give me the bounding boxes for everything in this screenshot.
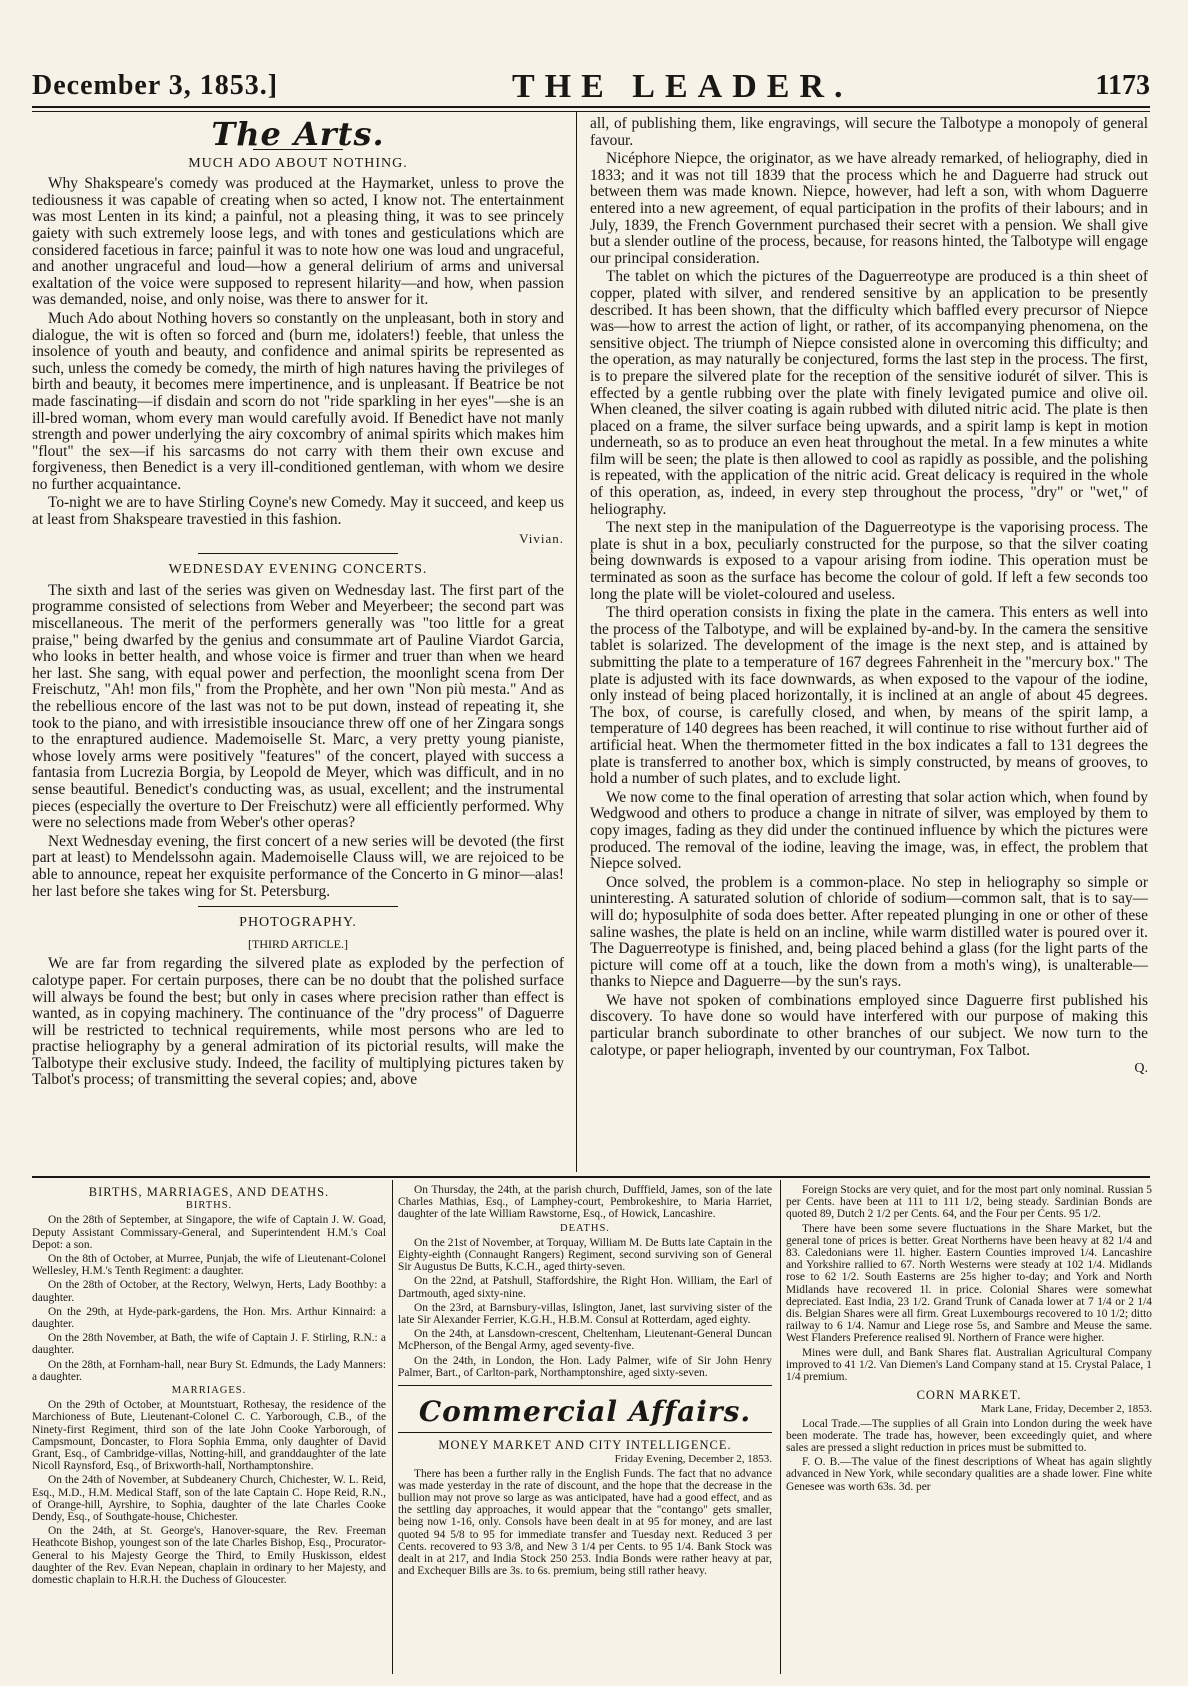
header-rule — [32, 106, 1150, 112]
arts-column-right — [590, 116, 1148, 1170]
column-rule — [392, 1180, 393, 1674]
paragraph: The third operation consists in fixing the plate in the camera. This enters as well into the process of the Talbotype, and will be explained by-and-by. In the camera the sensitive tablet is solarized. The development of the image is the next step, and is attained by submitting the plate to a temperature of 167 degrees Fahrenheit in the "mercury box." The plate is adjusted with its face downwards, as when exposed to the vapour of the iodine, only instead of being placed horizontally, it is inclined at an angle of about 45 degrees. The box, of course, is carefully closed, and when, by means of the spirit lamp, a temperature of 140 degrees has been reached, it will continue to rise without further aid of artificial heat. When the thermometer fitted in the box indicates a fall to 131 degrees the plate is transferred to another box, which is simply constructed, by means of grooves, to hold a number of such plates, and to exclude light. — [590, 604, 1148, 788]
paragraph: all, of publishing them, like engravings, will secure the Talbotype a monopoly of general favour. — [590, 116, 1148, 149]
notice: On the 23rd, at Barnsbury-villas, Islington, Janet, last surviving sister of the late Sir Alexander Ferrier, K.G.H., H.B.M. Consul at Rotterdam, aged eighty. — [398, 1301, 772, 1327]
arts-masthead: The Arts. — [211, 116, 385, 153]
notice: On the 29th, at Hyde-park-gardens, the Hon. Mrs. Arthur Kinnaird: a daughter. — [32, 1305, 386, 1331]
section-title: PHOTOGRAPHY. — [239, 915, 357, 931]
notice: On the 28th of September, at Singapore, the wife of Captain J. W. Goad, Deputy Assistant Commissary-General, and Superintendent H.M.'s Coal Depot: a son. — [32, 1214, 386, 1251]
divider — [198, 553, 398, 554]
dateline: Mark Lane, Friday, December 2, 1853. — [980, 1403, 1152, 1416]
arts-column-left — [32, 116, 564, 1170]
article-body — [32, 583, 564, 900]
section-title: CORN MARKET. — [916, 1388, 1022, 1403]
article-body — [32, 956, 564, 1089]
paragraph: To-night we are to have Stirling Coyne's new Comedy. May it succeed, and keep us at least from Shakspeare travestied in this fashion. — [32, 494, 564, 529]
section-rule — [32, 1176, 1150, 1178]
paragraph: The sixth and last of the series was given on Wednesday last. The first part of the programme consisted of selections from Weber and Meyerbeer; the second part was miscellaneous. The merit of the performers generally was "too little for a great praise," being dwarfed by the genius and consummate art of Pauline Viardot Garcia, who looks in better health, and whose voice is firmer and truer than when we heard her last. She sang, with equal power and perfection, the moonlight scena from Der Freischutz, "Ah! mon fils," from the Prophète, and her own "Non più mesta." And as the rebellious encore of the last was not to be put down, instead of repeating it, she took to the piano, and with irresistible insouciance threw off one of her Zingara songs to the enraptured audience. Mademoiselle St. Marc, a very pretty young pianiste, whose lovely arms were positively "features" of the concert, played with success a fantasia from Lucrezia Borgia, by Leopold de Meyer, which was difficult, and in no sense beautiful. Benedict's conducting was, as usual, excellent; and the instrumental pieces (especially the overture to Der Freischutz) were all efficiently performed. Why were no selections made from Weber's other operas? — [32, 581, 564, 832]
section-subtitle: [THIRD ARTICLE.] — [248, 936, 348, 951]
paragraph: Mines were dull, and Bank Shares flat. Australian Agricultural Company improved to 41 1/2. Van Diemen's Land Company stand at 15. Crystal Palace, 1 1/4 premium. — [786, 1346, 1152, 1384]
notice: On the 29th of October, at Mountstuart, Rothesay, the residence of the Marchioness of Bute, Lieutenant-Colonel C. C. Yarborough, C.B., of the Ninety-first Regiment, third son of the late John Cooke Yarborough, of Campsmount, Doncaster, to Flora Sophia Emma, only daughter of David Grant, Esq., of Cambridge-villas, Notting-hill, and granddaughter of the late Nicoll Raynsford, Esq., of Brixworth-hall, Northamptonshire. — [32, 1399, 386, 1473]
marriages-label: MARRIAGES. — [171, 1385, 247, 1397]
births-marriages-deaths-column — [32, 1184, 386, 1674]
paragraph: We have not spoken of combinations employed since Daguerre first published his discovery. To have done so would have interfered with our purpose of making this particular branch subordinate to other branches of our subject. We now turn to the calotype, or paper heliograph, invented by our countryman, Fox Talbot. — [590, 991, 1148, 1059]
publication-title: THE LEADER. — [512, 68, 853, 105]
notice: On the 8th of October, at Murree, Punjab, the wife of Lieutenant-Colonel Wellesley, H.M.'s Tenth Regiment: a daughter. — [32, 1253, 386, 1278]
issue-date: December 3, 1853.] — [32, 70, 279, 101]
column-rule — [576, 112, 577, 1172]
paragraph: Why Shakspeare's comedy was produced at the Haymarket, unless to prove the tediousness it was capable of creating when so acted, I know not. The entertainment was most Lenten in its kind; a painful, not a pleasing thing, it was to see princely gaiety with such extremely loose legs, and with tones and gesticulations which are considered facetious in farce; painful it was to note how one was loud and ungraceful, and another ungraceful and loud—how a general delirium of arms and universal exaltation of the voice were supposed to represent hilarity—and how, when passion was demanded, noise, and only noise, was there to answer for it. — [32, 175, 564, 309]
paragraph: Much Ado about Nothing hovers so constantly on the unpleasant, both in story and dialogue, the wit is often so forced and (burn me, idolaters!) feeble, that unless the insolence of youth and beauty, and confidence and animal spirits be represented as such, unless the comedy be comedy, the mirth of high natures having the privileges of birth and beauty, it becomes mere impertinence, and is unpleasant. If Beatrice be not made fascinating—if disdain and scorn do not "ride sparkling in her eyes"—she is an ill-bred woman, whom every man would carefully avoid. If Benedict have not manly strength and power underlying the airy coxcombry of animal spirits which makes him "flout" the sex—if his sarcasms do not carry with them their own excuse and forgiveness, then Benedict is a very ill-conditioned gentleman, with whom we desire no further acquaintance. — [32, 309, 564, 493]
paragraph: Once solved, the problem is a common-place. No step in heliography so simple or uninteresting. A saturated solution of chloride of sodium—common salt, that is to say—will do; hyposulphite of soda does better. After repeated plunging in one or other of these saline washes, the plate is held on an incline, while warm distilled water is poured over it. The Daguerreotype is finished, and, being placed behind a glass (for the light parts of the picture will come off at a touch, like the down from a moth's wing), is unalterable—thanks to Niepce and Daguerre—by the sun's rays. — [590, 873, 1148, 991]
notice: On the 24th, in London, the Hon. Lady Palmer, wife of Sir John Henry Palmer, Bart., of Carlton-park, Northamptonshire, aged sixty-seven. — [398, 1354, 772, 1379]
page-number: 1173 — [1095, 70, 1150, 101]
paragraph: Local Trade.—The supplies of all Grain into London during the week have been moderate. The trade has, however, been exceedingly quiet, and where sales are pressed a slight reduction in prices must be submitted to. — [786, 1417, 1152, 1455]
notice: On the 22nd, at Patshull, Staffordshire, the Right Hon. William, the Earl of Dartmouth, aged sixty-nine. — [398, 1275, 772, 1300]
divider — [198, 906, 398, 907]
notice: On the 24th of November, at Subdeanery Church, Chichester, W. L. Reid, Esq., M.D., H.M. Medical Staff, son of the late Captain C. Hope Reid, R.N., of Orange-hill, Ayrshire, to Sophia, daughter of the late Charles Cooke Dendy, Esq., of Southgate-house, Chichester. — [32, 1474, 386, 1524]
section-title: MONEY MARKET AND CITY INTELLIGENCE. — [438, 1438, 732, 1453]
commercial-masthead: Commercial Affairs. — [418, 1395, 752, 1429]
signature: Vivian. — [519, 530, 564, 546]
commercial-masthead-frame — [398, 1385, 772, 1433]
births-label: BIRTHS. — [185, 1200, 233, 1212]
paragraph: The next step in the manipulation of the Daguerreotype is the vaporising process. The plate is shut in a box, peculiarly constructed for the purpose, so that the silver coating being downwards is exposed to a vapour arising from iodine. This operation must be terminated as soon as the surface has become the colour of gold. If left a few seconds too long the plate will be violet-coloured and useless. — [590, 519, 1148, 603]
section-title: MUCH ADO ABOUT NOTHING. — [188, 155, 408, 171]
column-rule — [780, 1180, 781, 1674]
page-header — [32, 60, 1150, 104]
paragraph: We are far from regarding the silvered plate as exploded by the perfection of calotype paper. For certain purposes, there can be no doubt that the polished surface will always be found the best; but only in cases where precision rather than effect is wanted, as in copying machinery. The continuance of the "dry process" of Daguerre will be restricted to technical requirements, while most persons who are led to practise heliography by a general admiration of its pictorial results, will make the Talbotype their exclusive study. Indeed, the facility of multiplying pictures taken by Talbot's process; of transmitting the several copies; and, above — [32, 955, 564, 1089]
signature: Q. — [1134, 1061, 1148, 1077]
paragraph: There have been some severe fluctuations in the Share Market, but the general tone of prices is better. Great Northerns have been heavy at 82 1/4 and 83. Caledonians were 1l. higher. Eastern Counties improved 1/4. Lancashire and Yorkshire rallied to 67. North Westerns were steady at 102 1/4. Midlands rose to 62 1/2. South Easterns are 25s higher to-day; and York and North Midlands have recovered 1l. in price. Colonial Shares were somewhat depreciated. East India, 23 1/2. Grand Trunk of Canada lower at 7 1/4 or 2 1/4 dis. Belgian Shares were all firm. Great Luxembourgs recovered to 10 1/2; ditto railway to 6 1/4. Namur and Liege rose 5s, and Sambre and Meuse the same. West Flanders Preference realised 9l. Northern of France were higher. — [786, 1222, 1152, 1345]
dateline: Friday Evening, December 2, 1853. — [614, 1453, 772, 1466]
paragraph: Foreign Stocks are very quiet, and for the most part only nominal. Russian 5 per Cents. have been at 111 to 111 1/2, being steady. Sardinian Bonds are quoted 89, Dutch 2 1/2 per Cents. 64, and the Four per Cents. 95 1/2. — [786, 1184, 1152, 1221]
paragraph: We now come to the final operation of arresting that solar action which, when found by Wedgwood and others to produce a change in nitrate of silver, was employed by them to copy images, fading as they did under the continued influence by which the pictures were produced. The removal of the iodine, leaving the image, was, in effect, the problem that Niepce solved. — [590, 788, 1148, 873]
notice: On the 21st of November, at Torquay, William M. De Butts late Captain in the Eighty-eighth (Connaught Rangers) Regiment, second surviving son of General Sir Augustus De Butts, K.C.H., aged thirty-seven. — [398, 1236, 772, 1274]
markets-column — [786, 1184, 1152, 1674]
paragraph: Nicéphore Niepce, the originator, as we have already remarked, of heliography, died in 1833; and it was not till 1839 that the process which he and Daguerre had struck out between them was made known. Niepce, however, had left a son, with whom Daguerre entered into a new agreement, of equal participation in the profits of their labours; and in July, 1839, the French Government purchased their secret with a pension. We shall give but a slender outline of the process, because, for reasons hinted, the Talbotype will engage our principal consideration. — [590, 150, 1148, 267]
bmd-title: BIRTHS, MARRIAGES, AND DEATHS. — [88, 1185, 330, 1199]
notice: On the 24th, at Lansdown-crescent, Cheltenham, Lieutenant-General Duncan McPherson, of the Bengal Army, aged seventy-five. — [398, 1328, 772, 1353]
paragraph: Next Wednesday evening, the first concert of a new series will be devoted (the first part at least) to Mendelssohn again. Mademoiselle Clauss will, we are rejoiced to be able to announce, repeat her exquisite performance of the Concerto in G minor—alas! her last before she takes wing for St. Petersburg. — [32, 832, 564, 900]
paragraph: The tablet on which the pictures of the Daguerreotype are produced is a thin sheet of copper, plated with silver, and rendered sensitive by an application to be presently described. It has been shown, that the difficulty which baffled every precursor of Niepce was—how to arrest the action of light, or rather, of its accompanying phenomena, on the sensitive object. The triumph of Niepce consisted alone in overcoming this difficulty; and the operation, as may naturally be conjectured, forms the last step in the process. The first, is to prepare the silvered plate for the reception of the sensitive iodurét of silver. This is effected by a gentle rubbing over the plate with finely levigated pumice and olive oil. When cleaned, the silver coating is again rubbed with diluted nitric acid. The plate is then placed on a frame, the silver surface being upwards, and a spirit lamp is kept in motion underneath, so as to produce an even heat throughout the metal. In a few minutes a white film will be seen; the plate is then allowed to cool as rapidly as possible, and the polishing is repeated, with the application of the nitric acid. Great delicacy is required in the whole of this operation, as, indeed, in every step throughout the process, "dry" or "wet," of heliography. — [590, 268, 1148, 518]
section-title: WEDNESDAY EVENING CONCERTS. — [168, 562, 428, 578]
notice: On the 28th November, at Bath, the wife of Captain J. F. Stirling, R.N.: a daughter. — [32, 1332, 386, 1357]
notice: On Thursday, the 24th, at the parish church, Dufffield, James, son of the late Charles Mathias, Esq., of Lamphey-court, Pembrokeshire, to Maria Harriet, daughter of the late William Rawstorne, Esq., of Howick, Lancashire. — [398, 1184, 772, 1221]
article-body — [32, 176, 564, 528]
notice: On the 28th, at Fornham-hall, near Bury St. Edmunds, the Lady Manners: a daughter. — [32, 1358, 386, 1383]
deaths-label: DEATHS. — [560, 1222, 610, 1234]
notice: On the 28th of October, at the Rectory, Welwyn, Herts, Lady Boothby: a daughter. — [32, 1279, 386, 1304]
deaths-commercial-column — [398, 1184, 772, 1674]
notice: On the 24th, at St. George's, Hanover-square, the Rev. Freeman Heathcote Bishop, youngest son of the late Charles Bishop, Esq., Procurator-General to his Majesty George the Third, to Emily Huskisson, eldest daughter of the Rev. Evan Nepean, chaplain in ordinary to her Majesty, and domestic chaplain to H.R.H. the Duchess of Gloucester. — [32, 1525, 386, 1587]
paragraph: F. O. B.—The value of the finest descriptions of Wheat has again slightly advanced in New York, while secondary qualities are a shade lower. Fine white Genesee was worth 63s. 3d. per — [786, 1456, 1152, 1493]
paragraph: There has been a further rally in the English Funds. The fact that no advance was made yesterday in the rate of discount, and the hope that the decrease in the bullion may not prove so large as was anticipated, have had a good effect, and as the settling day approaches, it would appear that the "contango" gets smaller, being now 1-16, only. Consols have been dealt in at 95 for money, and are last quoted 94 5/8 to 95 for immediate transfer and Tuesday next. Reduced 3 per Cents. recovered to 93 3/8, and New 3 1/4 per Cents. to 95 1/4. Bank Stock was dealt in at 217, and India Stock 250 253. India Bonds were rather heavy at par, and Exchequer Bills are 3s. to 6s. premium, being still rather heavy. — [398, 1467, 772, 1578]
